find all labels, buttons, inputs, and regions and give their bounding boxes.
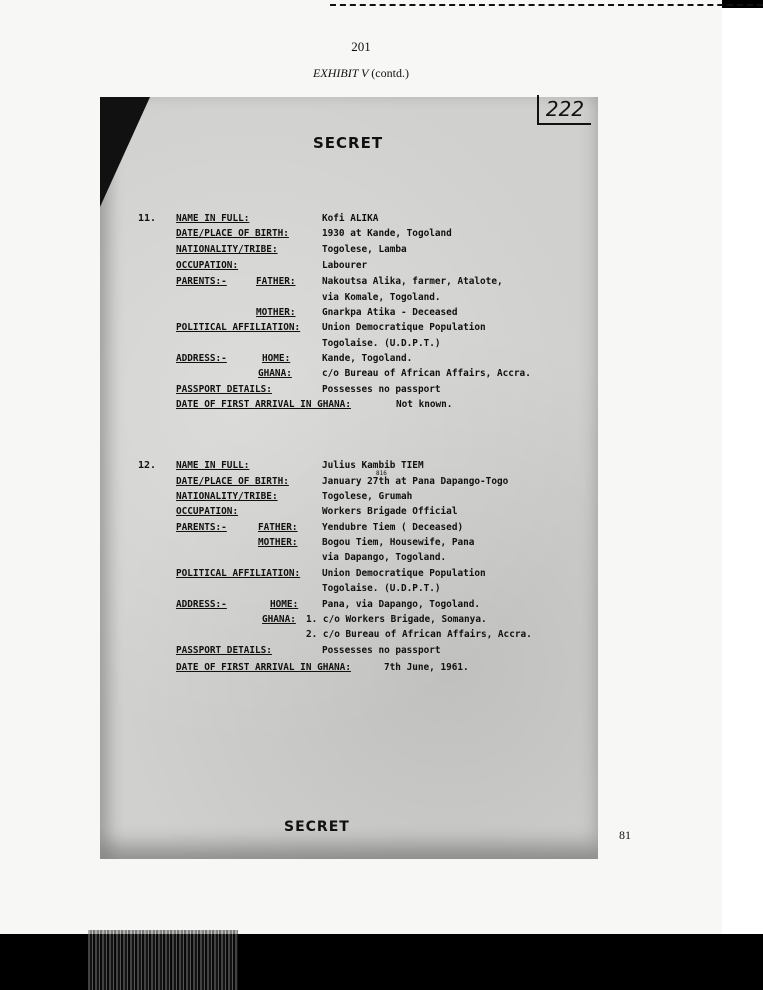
entry-11-ghana-label: GHANA:	[258, 368, 292, 379]
entry-11-address-label: ADDRESS:-	[176, 353, 227, 364]
entry-11-political-label: POLITICAL AFFILIATION:	[176, 322, 301, 333]
entry-11-ghana: c/o Bureau of African Affairs, Accra.	[322, 368, 531, 379]
exhibit-suffix: (contd.)	[371, 66, 409, 80]
entry-11-political-line2: Togolaise. (U.D.P.T.)	[322, 338, 441, 349]
entry-12-political-label: POLITICAL AFFILIATION:	[176, 568, 301, 579]
entry-12-ghana-label: GHANA:	[262, 614, 296, 625]
entry-11-nationality: Togolese, Lamba	[322, 244, 407, 255]
entry-12-birth-superscript: 816	[376, 470, 387, 477]
entry-12-birth-label: DATE/PLACE OF BIRTH:	[176, 476, 289, 487]
entry-12-arrival-label: DATE OF FIRST ARRIVAL IN GHANA:	[176, 662, 351, 673]
entry-11-father-line2: via Komale, Togoland.	[322, 292, 441, 303]
entry-11-mother-label: MOTHER:	[256, 307, 296, 318]
top-dashed-edge	[330, 4, 763, 6]
entry-12-father: Yendubre Tiem ( Deceased)	[322, 522, 464, 533]
entry-12-arrival: 7th June, 1961.	[384, 662, 469, 673]
entry-12-passport-label: PASSPORT DETAILS:	[176, 645, 272, 656]
entry-12-number: 12.	[138, 460, 157, 471]
entry-12-home: Pana, via Dapango, Togoland.	[322, 599, 481, 610]
entry-11-occupation-label: OCCUPATION:	[176, 260, 239, 271]
entry-12-home-label: HOME:	[270, 599, 299, 610]
entry-11-arrival-label: DATE OF FIRST ARRIVAL IN GHANA:	[176, 399, 351, 410]
entry-12-parents-label: PARENTS:-	[176, 522, 227, 533]
entry-12-passport: Possesses no passport	[322, 645, 441, 656]
entry-11-name: Kofi ALIKA	[322, 213, 379, 224]
entry-12-political-line1: Union Democratique Population	[322, 568, 486, 579]
entry-12-father-label: FATHER:	[258, 522, 298, 533]
page-number: 201	[351, 39, 371, 54]
entry-12-ghana-2: 2. c/o Bureau of African Affairs, Accra.	[306, 629, 532, 640]
entry-11-political-line1: Union Democratique Population	[322, 322, 486, 333]
entry-12-name: Julius Kambib TIEM	[322, 460, 424, 471]
entry-11-parents-label: PARENTS:-	[176, 276, 227, 287]
entry-12-birth: January 27th at Pana Dapango-Togo	[322, 476, 509, 487]
right-margin-strip	[722, 8, 763, 934]
entry-11-passport-label: PASSPORT DETAILS:	[176, 384, 272, 395]
exhibit-numeral: V	[361, 66, 369, 80]
entry-11-nationality-label: NATIONALITY/TRIBE:	[176, 244, 278, 255]
entry-11-home-label: HOME:	[262, 353, 291, 364]
entry-12-mother-line2: via Dapango, Togoland.	[322, 552, 447, 563]
entry-11-home: Kande, Togoland.	[322, 353, 413, 364]
entry-12-occupation: Workers Brigade Official	[322, 506, 458, 517]
folded-corner	[100, 97, 150, 207]
exhibit-heading	[0, 66, 722, 81]
entry-11-birth-label: DATE/PLACE OF BIRTH:	[176, 228, 289, 239]
secret-footer: SECRET	[284, 819, 350, 835]
entry-12-address-label: ADDRESS:-	[176, 599, 227, 610]
entry-11-mother: Gnarkpa Atika - Deceased	[322, 307, 458, 318]
entry-11-occupation: Labourer	[322, 260, 368, 271]
secret-header: SECRET	[313, 134, 384, 152]
scan-noise	[88, 930, 238, 990]
archive-stamp-number: 222	[537, 95, 591, 125]
exhibit-label: EXHIBIT	[313, 66, 359, 80]
entry-11-birth: 1930 at Kande, Togoland	[322, 228, 452, 239]
entry-12-mother-line1: Bogou Tiem, Housewife, Pana	[322, 537, 475, 548]
footer-page-number: 81	[619, 828, 631, 842]
entry-12-occupation-label: OCCUPATION:	[176, 506, 239, 517]
entry-11-passport: Possesses no passport	[322, 384, 441, 395]
entry-11-father-line1: Nakoutsa Alika, farmer, Atalote,	[322, 276, 503, 287]
entry-11-arrival: Not known.	[396, 399, 453, 410]
entry-11-name-label: NAME IN FULL:	[176, 213, 250, 224]
entry-12-mother-label: MOTHER:	[258, 537, 298, 548]
entry-12-ghana-1: 1. c/o Workers Brigade, Somanya.	[306, 614, 487, 625]
entry-11-number: 11.	[138, 213, 157, 224]
entry-12-name-label: NAME IN FULL:	[176, 460, 250, 471]
entry-12-nationality: Togolese, Grumah	[322, 491, 413, 502]
entry-11-father-label: FATHER:	[256, 276, 296, 287]
entry-12-political-line2: Togolaise. (U.D.P.T.)	[322, 583, 441, 594]
entry-12-nationality-label: NATIONALITY/TRIBE:	[176, 491, 278, 502]
